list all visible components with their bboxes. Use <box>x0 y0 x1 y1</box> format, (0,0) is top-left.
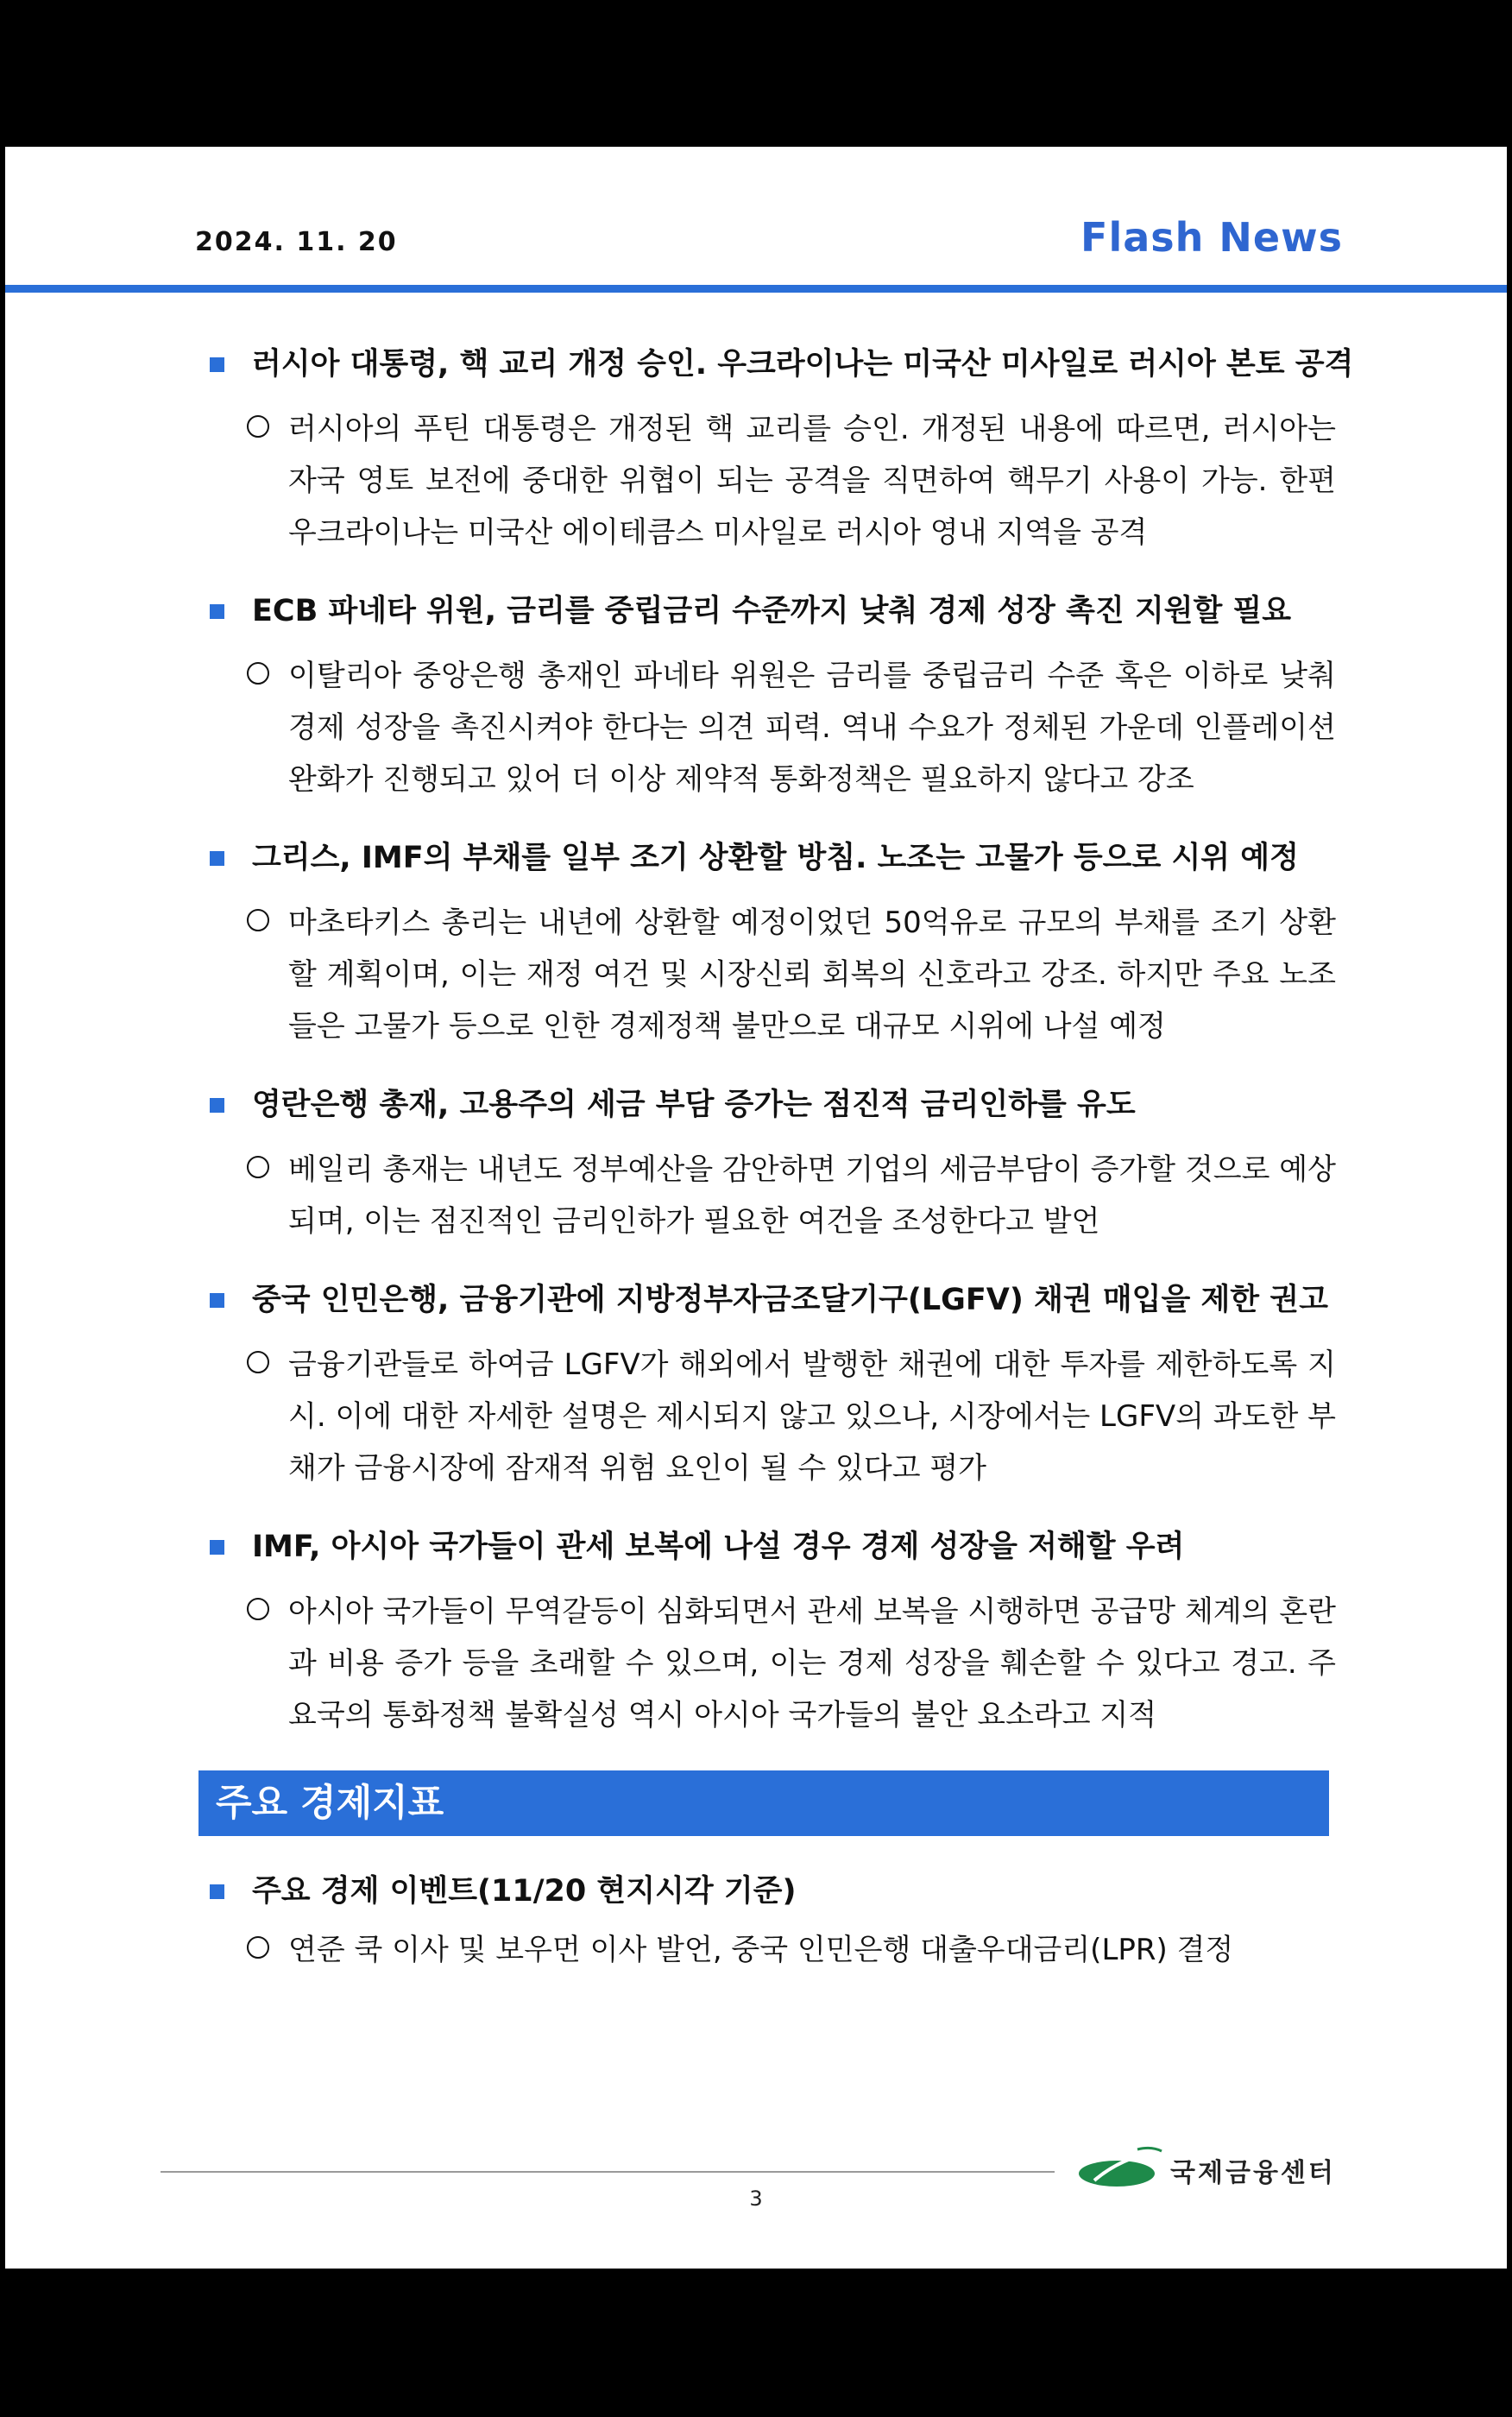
org-logo <box>1077 2141 1353 2193</box>
circle-bullet-icon <box>247 1936 269 1959</box>
section-header-indicators: 주요 경제지표 <box>198 1770 1329 1836</box>
news-body-text: 아시아 국가들이 무역갈등이 심화되면서 관세 보복을 시행하면 공급망 체계의 혼란과 비용 증가 등을 초래할 수 있으며, 이는 경제 성장을 훼손할 수 있다고 경고. 주요국의 통화정책 불확실성 역시 아시아 국가들의 불안 요소라고 지적 <box>288 1594 1336 1732</box>
news-item <box>204 1526 1336 1741</box>
org-name: 국제금융센터 <box>1170 2158 1336 2188</box>
news-body <box>204 1144 1336 1247</box>
news-item <box>204 590 1336 805</box>
news-body-text: 마초타키스 총리는 내년에 상환할 예정이었던 50억유로 규모의 부채를 조기 상환할 계획이며, 이는 재정 여건 및 시장신뢰 회복의 신호라고 강조. 하지만 주요 노조들은 고물가 등으로 인한 경제정책 불만으로 대규모 시위에 나설 예정 <box>288 906 1336 1044</box>
circle-bullet-icon <box>247 662 269 685</box>
news-content <box>204 344 1354 2008</box>
news-headline-text: 중국 인민은행, 금융기관에 지방정부자금조달기구(LGFV) 채권 매입을 제한 권고 <box>252 1283 1328 1317</box>
square-bullet-icon <box>210 1293 224 1308</box>
square-bullet-icon <box>210 851 224 866</box>
report-title: Flash News <box>1080 214 1343 261</box>
news-headline <box>204 1279 1336 1321</box>
news-headline <box>204 1526 1336 1568</box>
square-bullet-icon <box>210 1540 224 1555</box>
news-item <box>204 344 1354 558</box>
news-headline-text: 영란은행 총재, 고용주의 세금 부담 증가는 점진적 금리인하를 유도 <box>252 1088 1136 1122</box>
square-bullet-icon <box>210 1884 224 1899</box>
news-body <box>204 403 1336 558</box>
news-body <box>204 650 1336 805</box>
events-body <box>204 1924 1336 1976</box>
news-body <box>204 897 1336 1052</box>
news-body-text: 금융기관들로 하여금 LGFV가 해외에서 발행한 채권에 대한 투자를 제한하도록 지시. 이에 대한 자세한 설명은 제시되지 않고 있으나, 시장에서는 LGFV의 과도한 부채가 금융시장에 잠재적 위험 요인이 될 수 있다고 평가 <box>288 1347 1336 1486</box>
news-headline-text: 러시아 대통령, 핵 교리 개정 승인. 우크라이나는 미국산 미사일로 러시아 본토 공격 <box>252 347 1354 382</box>
news-headline <box>204 1084 1336 1126</box>
news-headline <box>204 590 1336 632</box>
news-headline <box>204 344 1354 385</box>
header-divider <box>5 285 1507 293</box>
document-page <box>5 147 1507 2269</box>
news-headline-text: ECB 파네타 위원, 금리를 중립금리 수준까지 낮춰 경제 성장 촉진 지원할 필요 <box>252 594 1292 628</box>
footer-divider <box>161 2171 1055 2173</box>
circle-bullet-icon <box>247 415 269 438</box>
square-bullet-icon <box>210 1098 224 1113</box>
news-body-text: 러시아의 푸틴 대통령은 개정된 핵 교리를 승인. 개정된 내용에 따르면, 러시아는 자국 영토 보전에 중대한 위협이 되는 공격을 직면하여 핵무기 사용이 가능. 한편 우크라이나는 미국산 에이테큼스 미사일로 러시아 영내 지역을 공격 <box>288 412 1336 550</box>
circle-bullet-icon <box>247 1598 269 1620</box>
square-bullet-icon <box>210 604 224 619</box>
news-item <box>204 1084 1336 1247</box>
news-body-text: 베일리 총재는 내년도 정부예산을 감안하면 기업의 세금부담이 증가할 것으로 예상되며, 이는 점진적인 금리인하가 필요한 여건을 조성한다고 발언 <box>288 1152 1336 1239</box>
news-body <box>204 1339 1336 1494</box>
news-headline <box>204 837 1336 879</box>
events-headline <box>204 1871 1336 1912</box>
kcif-logo-icon <box>1077 2146 1163 2191</box>
news-item <box>204 1279 1336 1494</box>
events-headline-text: 주요 경제 이벤트(11/20 현지시각 기준) <box>252 1874 797 1909</box>
news-headline-text: IMF, 아시아 국가들이 관세 보복에 나설 경우 경제 성장을 저해할 우려 <box>252 1530 1185 1564</box>
circle-bullet-icon <box>247 1156 269 1178</box>
events-body-text: 연준 쿡 이사 및 보우먼 이사 발언, 중국 인민은행 대출우대금리(LPR) 결정 <box>288 1933 1234 1967</box>
report-date: 2024. 11. 20 <box>195 227 398 257</box>
news-body <box>204 1586 1336 1741</box>
news-headline-text: 그리스, IMF의 부채를 일부 조기 상환할 방침. 노조는 고물가 등으로 시위 예정 <box>252 841 1299 875</box>
circle-bullet-icon <box>247 1351 269 1373</box>
square-bullet-icon <box>210 357 224 372</box>
circle-bullet-icon <box>247 909 269 931</box>
news-body-text: 이탈리아 중앙은행 총재인 파네타 위원은 금리를 중립금리 수준 혹은 이하로 낮춰 경제 성장을 촉진시켜야 한다는 의견 피력. 역내 수요가 정체된 가운데 인플레이션 완화가 진행되고 있어 더 이상 제약적 통화정책은 필요하지 않다고 강조 <box>288 659 1336 797</box>
news-item <box>204 837 1336 1052</box>
page-number: 3 <box>749 2187 763 2211</box>
events-item <box>204 1871 1336 1976</box>
